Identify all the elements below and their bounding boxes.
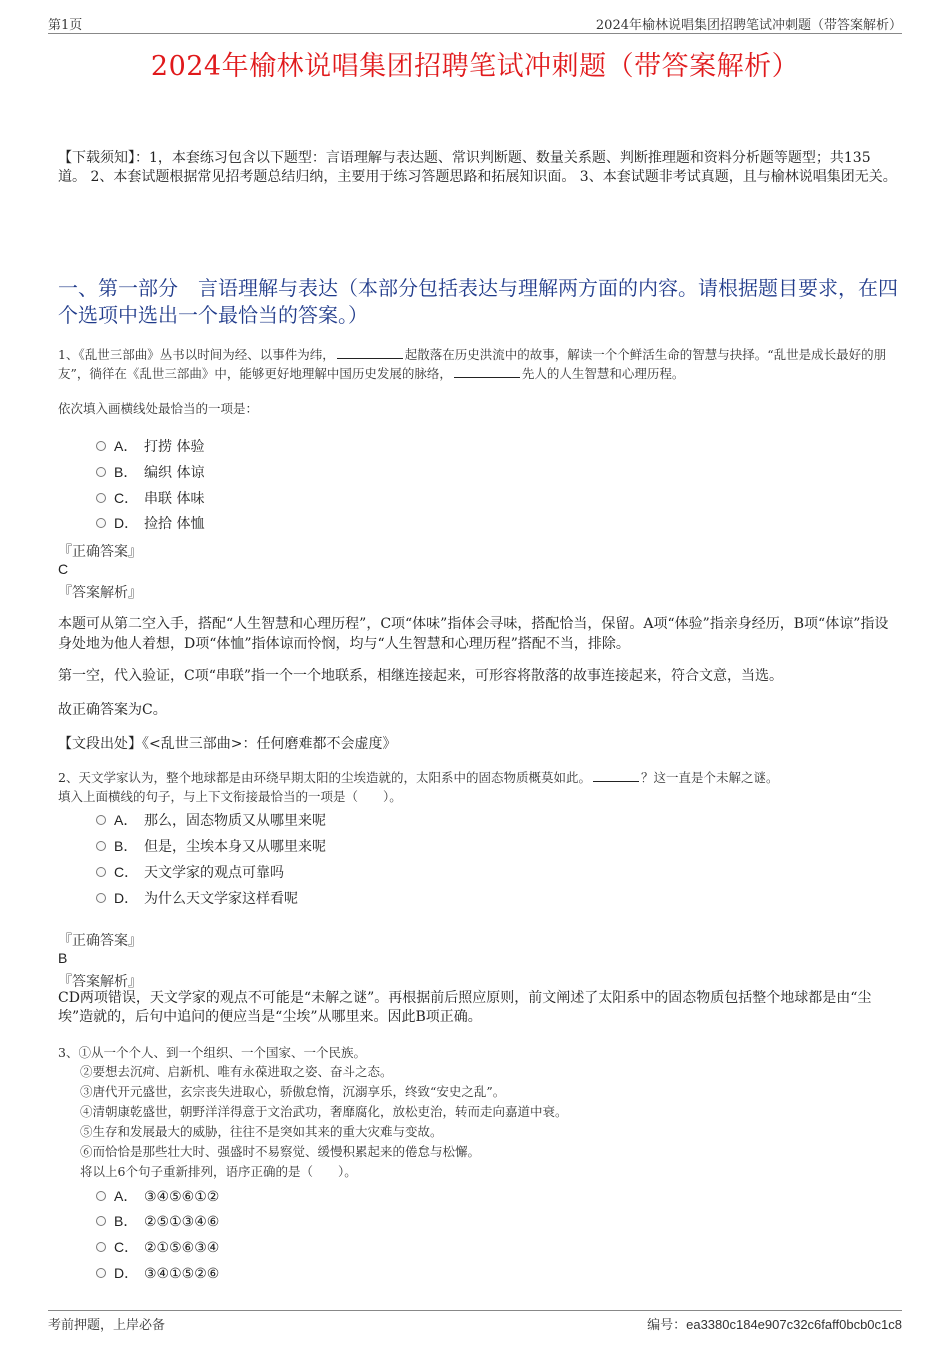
- q1-option-a[interactable]: A． 打捞 体验: [96, 436, 204, 456]
- q1-option-b[interactable]: B． 编织 体谅: [96, 462, 204, 482]
- q2-option-a[interactable]: A． 那么，固态物质又从哪里来呢: [96, 810, 326, 830]
- radio-icon[interactable]: [96, 867, 106, 877]
- q3-sentence: ④清朝康乾盛世，朝野洋洋得意于文治武功，奢靡腐化，放松吏治，转而走向嘉道中衰。: [80, 1104, 568, 1119]
- q3-sentence: ③唐代开元盛世，玄宗丧失进取心，骄傲怠惰，沉溺享乐，终致“安史之乱”。: [80, 1084, 506, 1099]
- q1-analysis-paragraph-2: 第一空，代入验证，C项“串联”指一个一个地联系，相继连接起来，可形容将散落的故事连接起来，符合文意，当选。: [58, 668, 784, 684]
- header-rule: [48, 33, 902, 34]
- q2-analysis-label: 『答案解析』: [58, 974, 142, 990]
- q3-sentence: ⑥而恰恰是那些壮大时、强盛时不易察觉、缓慢积累起来的倦怠与松懈。: [80, 1144, 481, 1159]
- q2-answer-label: 『正确答案』: [58, 933, 142, 949]
- q1-analysis-label: 『答案解析』: [58, 585, 142, 601]
- radio-icon[interactable]: [96, 493, 106, 503]
- q3-option-b[interactable]: B． ②⑤①③④⑥: [96, 1211, 219, 1231]
- q1-answer-label: 『正确答案』: [58, 544, 142, 560]
- q2-analysis: CD两项错误，天文学家的观点不可能是“未解之谜”。再根据前后照应原则，前文阐述了太阳系中的固态物质包括整个地球都是由“尘埃”造就的，后句中追问的便应当是“尘埃”从哪里来。因此B项正确。: [58, 990, 872, 1025]
- footer-rule: [48, 1310, 902, 1311]
- q3-option-c[interactable]: C． ②①⑤⑥③④: [96, 1237, 219, 1257]
- document-code: 编号：ea3380c184e907c32c6faff0bcb0c1c8: [647, 1317, 902, 1333]
- footer-slogan: 考前押题，上岸必备: [48, 1318, 166, 1333]
- q3-sentence: ②要想去沉疴、启新机、唯有永葆进取之姿、奋斗之态。: [80, 1064, 393, 1079]
- section-heading: 一、第一部分 言语理解与表达（本部分包括表达与理解两方面的内容。请根据题目要求，在四个选项中选出一个最恰当的答案。）: [58, 276, 898, 327]
- radio-icon[interactable]: [96, 893, 106, 903]
- q2-option-d[interactable]: D． 为什么天文学家这样看呢: [96, 888, 298, 908]
- q1-option-c[interactable]: C． 串联 体味: [96, 488, 204, 508]
- q1-analysis-paragraph-1: 本题可从第二空入手，搭配“人生智慧和心理历程”，C项“体味”指体会寻味，搭配恰当，保留。A项“体验”指亲身经历，B项“体谅”指设身处地为他人着想，D项“体恤”指体谅而怜悯，均与“人生智慧和心理历程”搭配不当，排除。: [58, 616, 889, 652]
- question-1-stem: 1、《乱世三部曲》丛书以时间为经、以事件为纬， 起散落在历史洪流中的故事，解读一个个鲜活生命的智慧与抉择。“乱世是成长最好的朋友”，徜徉在《乱世三部曲》中，能够更好地理解中国历史发展的脉络， 先人的人生智慧和心理历程。: [58, 347, 887, 381]
- radio-icon[interactable]: [96, 1268, 106, 1278]
- radio-icon[interactable]: [96, 441, 106, 451]
- page-title: 2024年榆林说唱集团招聘笔试冲刺题（带答案解析）: [150, 51, 800, 82]
- q2-option-c[interactable]: C． 天文学家的观点可靠吗: [96, 862, 284, 882]
- blank: [593, 770, 639, 782]
- q1-analysis-conclusion: 故正确答案为C。: [58, 702, 167, 718]
- radio-icon[interactable]: [96, 1242, 106, 1252]
- radio-icon[interactable]: [96, 1216, 106, 1226]
- page-number: 第1页: [48, 18, 83, 33]
- radio-icon[interactable]: [96, 815, 106, 825]
- question-2-prompt: 填入上面横线的句子，与上下文衔接最恰当的一项是（ ）。: [58, 789, 402, 804]
- blank-2: [454, 366, 520, 378]
- q3-prompt: 将以上6个句子重新排列，语序正确的是（ ）。: [80, 1164, 357, 1179]
- q3-option-a[interactable]: A． ③④⑤⑥①②: [96, 1186, 219, 1206]
- question-3-stem: 3、①从一个个人、到一个组织、一个国家、一个民族。: [58, 1045, 366, 1060]
- question-2-stem: 2、天文学家认为，整个地球都是由环绕早期太阳的尘埃造就的，太阳系中的固态物质概莫如此。 ？这一直是个未解之谜。: [58, 770, 779, 785]
- q1-answer: C: [58, 561, 69, 577]
- q3-sentence: ⑤生存和发展最大的威胁，往往不是突如其来的重大灾难与变故。: [80, 1124, 443, 1139]
- question-1-prompt: 依次填入画横线处最恰当的一项是：: [58, 401, 259, 416]
- radio-icon[interactable]: [96, 841, 106, 851]
- radio-icon[interactable]: [96, 1191, 106, 1201]
- running-header-title: 2024年榆林说唱集团招聘笔试冲刺题（带答案解析）: [595, 18, 902, 33]
- blank-1: [337, 347, 403, 359]
- q3-option-d[interactable]: D． ③④①⑤②⑥: [96, 1263, 219, 1283]
- q1-source: 【文段出处】《<乱世三部曲>：任何磨难都不会虚度》: [58, 736, 397, 752]
- q1-option-d[interactable]: D． 捡拾 体恤: [96, 513, 204, 533]
- q2-option-b[interactable]: B． 但是，尘埃本身又从哪里来呢: [96, 836, 326, 856]
- radio-icon[interactable]: [96, 467, 106, 477]
- radio-icon[interactable]: [96, 518, 106, 528]
- download-notice: 【下载须知】：1，本套练习包含以下题型：言语理解与表达题、常识判断题、数量关系题、判断推理题和资料分析题等题型；共135道。 2、本套试题根据常见招考题总结归纳，主要用于练习答题思路和拓展知识面。 3、本套试题非考试真题，且与榆林说唱集团无关。: [58, 150, 897, 185]
- q2-answer: B: [58, 950, 68, 966]
